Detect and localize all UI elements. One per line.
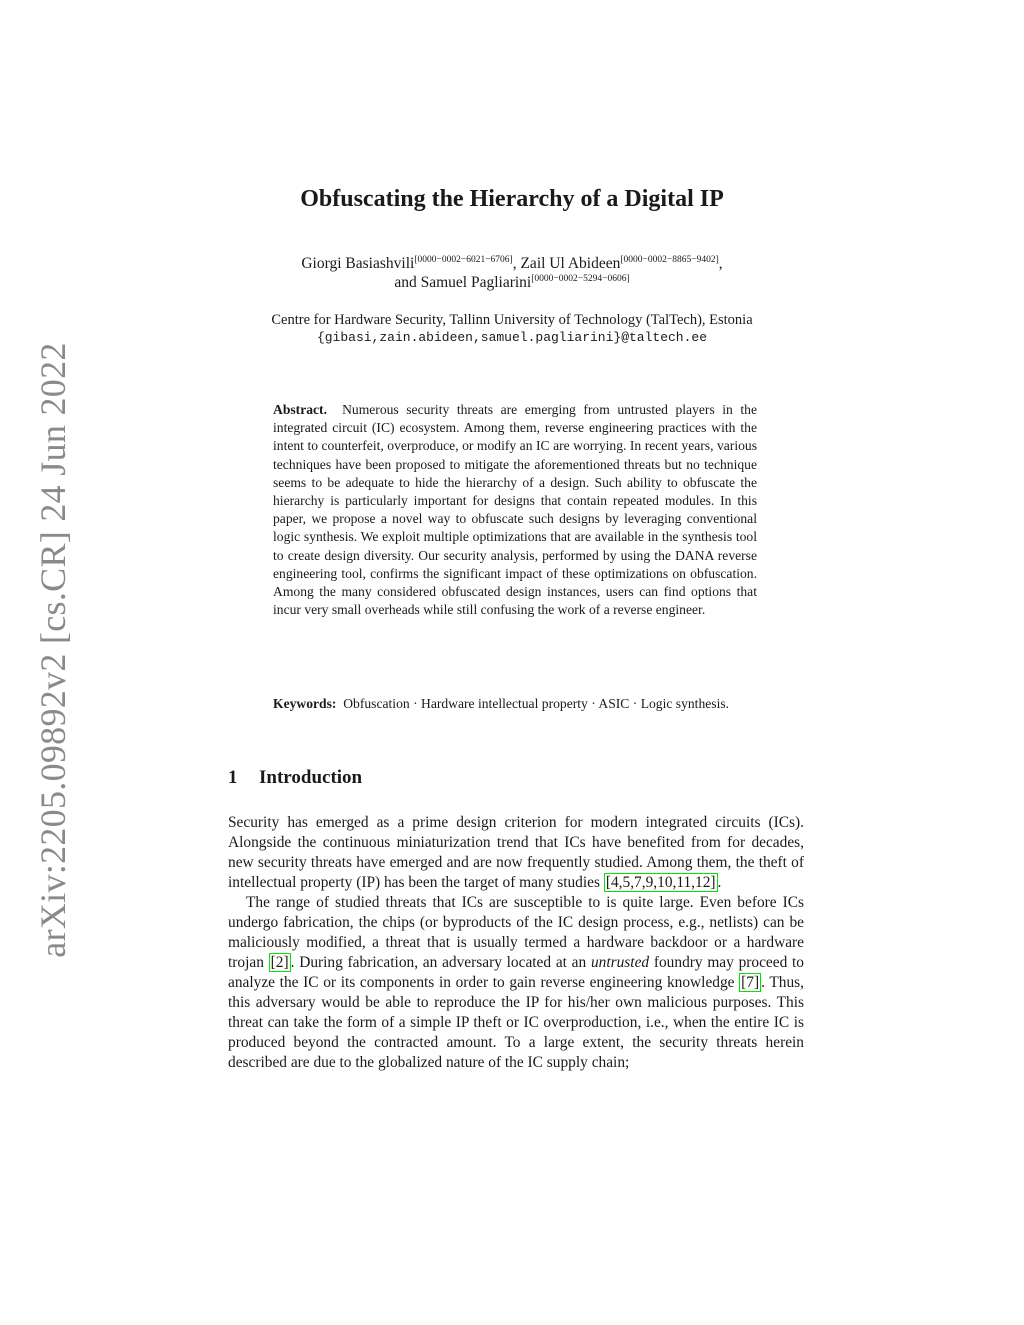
introduction-body (228, 813, 804, 1073)
affiliation-emails: {gibasi,zain.abideen,samuel.pagliarini}@taltech.ee (316, 330, 708, 345)
intro-paragraph-2 (228, 893, 804, 1073)
citation-link[interactable]: [2] (270, 954, 289, 971)
author-line-1 (0, 254, 1024, 273)
abstract-block (273, 401, 757, 619)
author-line-2 (0, 273, 1024, 292)
section-title: Introduction (259, 767, 363, 788)
keywords-text: Obfuscation · Hardware intellectual property · ASIC · Logic synthesis. (343, 696, 730, 711)
paragraph-text: foundry may proceed to analyze the IC or its components in order to gain reverse engineering knowledge (228, 954, 804, 991)
author-orcid: [0000−0002−6021−6706] (414, 255, 513, 265)
author-conjunction: and (394, 274, 421, 291)
author-separator: , (718, 255, 723, 272)
author-orcid: [0000−0002−5294−0606] (531, 274, 630, 284)
section-heading-introduction (228, 767, 362, 789)
author-orcid: [0000−0002−8865−9402] (620, 255, 719, 265)
author-name: Zail Ul Abideen (520, 255, 621, 272)
author-list (0, 254, 1024, 292)
paragraph-text: . Thus, this adversary would be able to reproduce the IP for his/her own malicious purposes. This threat can take the form of a simple IP theft or IC overproduction, i.e., when the entire IC is produced beyond the contracted amount. To a large extent, the security threats herein described are due to the globalized nature of the IC supply chain; (228, 974, 804, 1071)
paragraph-text: . During fabrication, an adversary located at an (290, 954, 591, 971)
author-name: Samuel Pagliarini (420, 274, 532, 291)
abstract-label: Abstract. (273, 402, 327, 417)
paragraph-text: The range of studied threats that ICs are susceptible to is quite large. Even before ICs undergo fabrication, the chips (or byproducts of the IC design process, e.g., netlists) can be maliciously modified, a threat that is usually termed a hardware backdoor or a hardware trojan (228, 894, 804, 971)
keywords-label: Keywords: (273, 696, 337, 711)
emphasized-text: untrusted (590, 954, 650, 971)
citation-link[interactable]: [7] (741, 974, 760, 991)
abstract-text: Numerous security threats are emerging from untrusted players in the integrated circuit (IC) ecosystem. Among them, reverse engineering practices with the intent to counterfeit, overproduce, or modify an IC are worrying. In recent years, various techniques have been proposed to mitigate the aforementioned threats but no technique seems to be adequate to hide the hierarchy of a design. Such ability to obfuscate the hierarchy is particularly important for designs that contain repeated modules. In this paper, we propose a novel way to obfuscate such designs by leveraging conventional logic synthesis. We exploit multiple optimizations that are available in the synthesis tool to create design diversity. Our security analysis, performed by using the DANA reverse engineering tool, confirms the significant impact of these optimizations on obfuscation. Among the many considered obfuscated design instances, users can find options that incur very small overheads while still confusing the work of a reverse engineer. (273, 402, 758, 618)
author-name: Giorgi Basiashvili (301, 255, 415, 272)
paper-title: Obfuscating the Hierarchy of a Digital IP (300, 186, 724, 212)
paragraph-text: . (717, 874, 722, 891)
arxiv-identifier-stamp: arXiv:2205.09892v2 [cs.CR] 24 Jun 2022 (33, 342, 73, 958)
intro-paragraph-1 (228, 813, 804, 893)
affiliation-institution: Centre for Hardware Security, Tallinn University of Technology (TalTech), Estonia (271, 312, 753, 328)
keywords-paragraph (273, 695, 757, 713)
paragraph-text: Security has emerged as a prime design criterion for modern integrated circuits (ICs). Alongside the continuous miniaturization trend that ICs have benefited from for decades, new security threats have emerged and are now frequently studied. Among them, the theft of intellectual property (IP) has been the target of many studies (228, 814, 804, 891)
abstract-paragraph (273, 401, 757, 619)
author-separator: , (512, 255, 521, 272)
keywords-block (273, 695, 757, 713)
affiliation-block (0, 311, 1024, 347)
section-number: 1 (228, 767, 238, 788)
citation-link-group[interactable]: [4,5,7,9,10,11,12] (605, 874, 716, 891)
